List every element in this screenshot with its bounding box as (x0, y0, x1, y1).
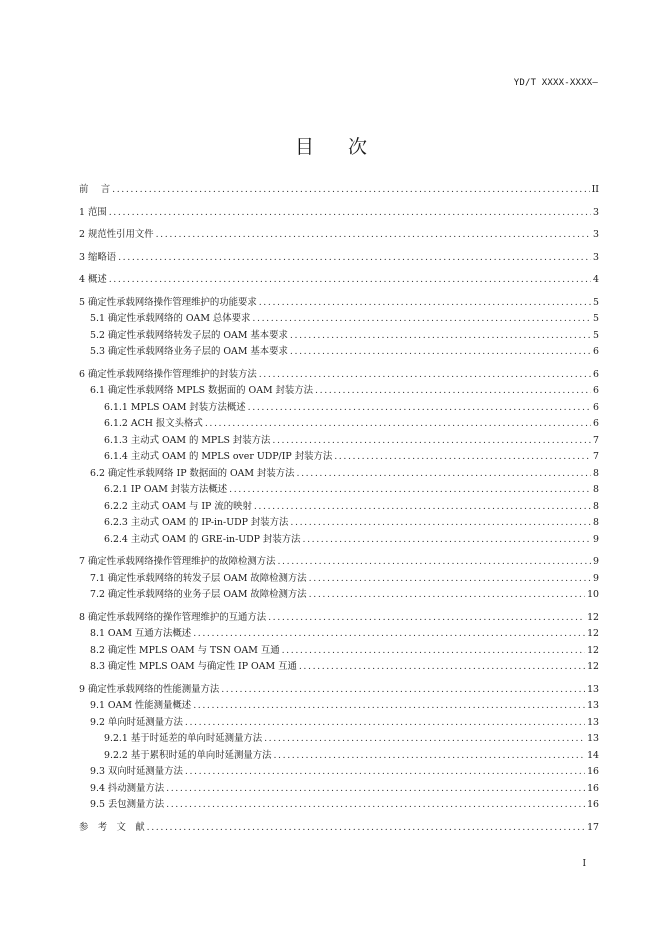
toc-entry-page: II (591, 184, 599, 195)
toc-dot-leader (112, 182, 589, 199)
toc-entry-page: 12 (587, 611, 599, 623)
toc-dot-leader (277, 554, 591, 571)
toc-entry[interactable] (79, 820, 599, 837)
toc-dot-leader (229, 482, 591, 499)
toc-entry[interactable] (79, 643, 599, 660)
toc-entry-page: 5 (593, 313, 599, 324)
toc-dot-leader (290, 344, 591, 361)
toc-entry-title: 1 范围 (79, 206, 107, 218)
toc-dot-leader (147, 820, 585, 837)
toc-entry-title: 6.2.1 IP OAM 封装方法概述 (104, 484, 228, 495)
toc-entry-page: 12 (587, 661, 599, 672)
toc-entry-page: 16 (587, 782, 599, 794)
toc-entry-page: 14 (587, 749, 599, 761)
toc-entry-page: 16 (587, 799, 599, 810)
toc-dot-leader (290, 328, 591, 345)
toc-dot-leader (259, 367, 591, 384)
toc-entry-title: 8.2 确定性 MPLS OAM 与 TSN OAM 互通 (90, 644, 280, 656)
toc-dot-leader (193, 626, 585, 643)
toc-dot-leader (299, 659, 585, 676)
toc-entry[interactable] (79, 367, 599, 384)
toc-entry-title: 5.3 确定性承载网络业务子层的 OAM 基本要求 (90, 346, 288, 357)
document-code: YD/T XXXX-XXXX— (513, 78, 598, 88)
toc-entry-title: 6.1.3 主动式 OAM 的 MPLS 封装方法 (104, 434, 271, 446)
toc-entry-title: 8 确定性承载网络的操作管理维护的互通方法 (79, 611, 267, 623)
toc-entry-title: 6.1.1 MPLS OAM 封装方法概述 (104, 401, 246, 413)
toc-entry-title: 6.2.3 主动式 OAM 的 IP-in-UDP 封装方法 (104, 517, 289, 528)
toc-entry-title: 8.1 OAM 互通方法概述 (90, 628, 192, 639)
toc-entry[interactable] (79, 466, 599, 483)
toc-dot-leader (297, 466, 591, 483)
toc-dot-leader (193, 698, 585, 715)
toc-entry-page: 5 (593, 296, 599, 308)
toc-entry-title: 3 缩略语 (79, 251, 117, 263)
toc-entry-title: 5.2 确定性承载网络转发子层的 OAM 基本要求 (90, 329, 288, 341)
toc-entry[interactable] (79, 659, 599, 676)
toc-entry-title: 7 确定性承载网络操作管理维护的故障检测方法 (79, 556, 276, 567)
toc-entry-title: 5.1 确定性承载网络的 OAM 总体要求 (90, 313, 251, 324)
toc-dot-leader (109, 205, 591, 222)
toc-dot-leader (205, 416, 591, 433)
toc-dot-leader (273, 748, 585, 765)
toc-entry[interactable] (79, 515, 599, 532)
toc-dot-leader (309, 571, 591, 588)
toc-entry-page: 6 (593, 401, 599, 413)
toc-entry-page: 7 (593, 434, 599, 446)
toc-entry-page: 6 (593, 368, 599, 380)
toc-entry[interactable] (79, 182, 599, 199)
toc-entry[interactable] (79, 610, 599, 627)
toc-entry[interactable] (79, 781, 599, 798)
toc-entry-title: 9.3 双向时延测量方法 (90, 766, 183, 777)
toc-dot-leader (290, 515, 591, 532)
toc-dot-leader (185, 764, 585, 781)
toc-entry-title: 9.2.1 基于时延差的单向时延测量方法 (104, 733, 263, 744)
toc-entry[interactable] (79, 587, 599, 604)
toc-entry-title: 6.1 确定性承载网络 MPLS 数据面的 OAM 封装方法 (90, 385, 314, 396)
toc-dot-leader (252, 311, 591, 328)
toc-entry-page: 8 (593, 467, 599, 479)
toc-entry-title: 9.2.2 基于累积时延的单向时延测量方法 (104, 749, 272, 761)
toc-entry-title: 6.2.2 主动式 OAM 与 IP 流的映射 (104, 500, 252, 512)
toc-dot-leader (264, 731, 585, 748)
toc-entry-title: 前 言 (79, 184, 111, 195)
toc-dot-leader (166, 797, 585, 814)
toc-entry-page: 3 (593, 251, 599, 263)
toc-entry[interactable] (79, 328, 599, 345)
toc-entry[interactable] (79, 682, 599, 699)
toc-entry-title: 6 确定性承载网络操作管理维护的封装方法 (79, 368, 257, 380)
toc-entry-title: 8.3 确定性 MPLS OAM 与确定性 IP OAM 互通 (90, 661, 297, 672)
toc-dot-leader (259, 295, 591, 312)
toc-entry[interactable] (79, 383, 599, 400)
toc-entry[interactable] (79, 626, 599, 643)
toc-dot-leader (109, 272, 591, 289)
toc-entry-page: 6 (593, 346, 599, 357)
toc-entry-page: 6 (593, 385, 599, 396)
toc-entry[interactable] (79, 344, 599, 361)
toc-entry-page: 6 (593, 418, 599, 429)
toc-entry[interactable] (79, 499, 599, 516)
toc-entry-page: 8 (593, 484, 599, 495)
toc-dot-leader (268, 610, 585, 627)
toc-dot-leader (254, 499, 591, 516)
toc-dot-leader (221, 682, 585, 699)
toc-entry-page: 13 (587, 733, 599, 744)
toc-entry-title: 7.1 确定性承载网络的转发子层 OAM 故障检测方法 (90, 572, 307, 584)
toc-entry-page: 7 (593, 451, 599, 462)
toc-entry-title: 9 确定性承载网络的性能测量方法 (79, 683, 220, 695)
toc-entry[interactable] (79, 554, 599, 571)
toc-entry[interactable] (79, 764, 599, 781)
toc-entry[interactable] (79, 311, 599, 328)
toc-entry-title: 9.5 丢包测量方法 (90, 799, 165, 810)
toc-entry[interactable] (79, 205, 599, 222)
toc-entry-page: 12 (587, 628, 599, 639)
toc-dot-leader (272, 433, 591, 450)
toc-entry-page: 3 (593, 206, 599, 218)
toc-entry-page: 9 (593, 572, 599, 584)
toc-entry[interactable] (79, 449, 599, 466)
toc-entry-page: 16 (587, 766, 599, 777)
table-of-contents (79, 182, 599, 836)
toc-entry-page: 13 (587, 683, 599, 695)
toc-entry[interactable] (79, 250, 599, 267)
toc-entry[interactable] (79, 532, 599, 549)
toc-entry-title: 6.1.4 主动式 OAM 的 MPLS over UDP/IP 封装方法 (104, 451, 333, 462)
toc-entry[interactable] (79, 416, 599, 433)
page-number: I (582, 859, 586, 869)
toc-entry[interactable] (79, 731, 599, 748)
toc-entry-title: 6.2.4 主动式 OAM 的 GRE-in-UDP 封装方法 (104, 533, 301, 545)
toc-dot-leader (118, 250, 591, 267)
toc-entry-title: 7.2 确定性承载网络的业务子层 OAM 故障检测方法 (90, 589, 307, 600)
toc-entry-title: 6.2 确定性承载网络 IP 数据面的 OAM 封装方法 (90, 467, 295, 479)
toc-entry-page: 17 (587, 821, 599, 833)
toc-entry[interactable] (79, 797, 599, 814)
toc-entry-page: 13 (587, 716, 599, 728)
toc-entry-page: 9 (593, 556, 599, 567)
toc-entry[interactable] (79, 698, 599, 715)
toc-dot-leader (315, 383, 591, 400)
toc-entry-page: 8 (593, 517, 599, 528)
toc-entry[interactable] (79, 295, 599, 312)
toc-entry-title: 4 概述 (79, 274, 107, 285)
toc-entry-title: 6.1.2 ACH 报文头格式 (104, 418, 203, 429)
toc-entry-page: 13 (587, 700, 599, 711)
toc-entry-title: 9.4 抖动测量方法 (90, 782, 165, 794)
toc-dot-leader (248, 400, 591, 417)
toc-dot-leader (302, 532, 591, 549)
toc-dot-leader (282, 643, 585, 660)
toc-dot-leader (334, 449, 591, 466)
toc-entry-title: 5 确定性承载网络操作管理维护的功能要求 (79, 296, 257, 308)
toc-dot-leader (156, 227, 591, 244)
toc-entry-title: 9.1 OAM 性能测量概述 (90, 700, 192, 711)
toc-entry[interactable] (79, 482, 599, 499)
toc-entry[interactable] (79, 748, 599, 765)
toc-entry-page: 5 (593, 329, 599, 341)
toc-entry-title: 9.2 单向时延测量方法 (90, 716, 183, 728)
toc-entry[interactable] (79, 400, 599, 417)
toc-entry-title: 2 规范性引用文件 (79, 229, 154, 240)
toc-dot-leader (185, 715, 585, 732)
page-title: 目 次 (294, 136, 382, 158)
toc-entry[interactable] (79, 571, 599, 588)
toc-entry-page: 3 (593, 229, 599, 240)
toc-entry-title: 参 考 文 献 (79, 821, 145, 833)
toc-entry[interactable] (79, 715, 599, 732)
toc-entry[interactable] (79, 227, 599, 244)
toc-entry-page: 12 (587, 644, 599, 656)
toc-entry-page: 4 (593, 274, 599, 285)
toc-entry-page: 9 (593, 533, 599, 545)
toc-dot-leader (166, 781, 585, 798)
toc-entry[interactable] (79, 433, 599, 450)
toc-entry-page: 8 (593, 500, 599, 512)
toc-entry[interactable] (79, 272, 599, 289)
toc-entry-page: 10 (587, 589, 599, 600)
toc-dot-leader (309, 587, 585, 604)
